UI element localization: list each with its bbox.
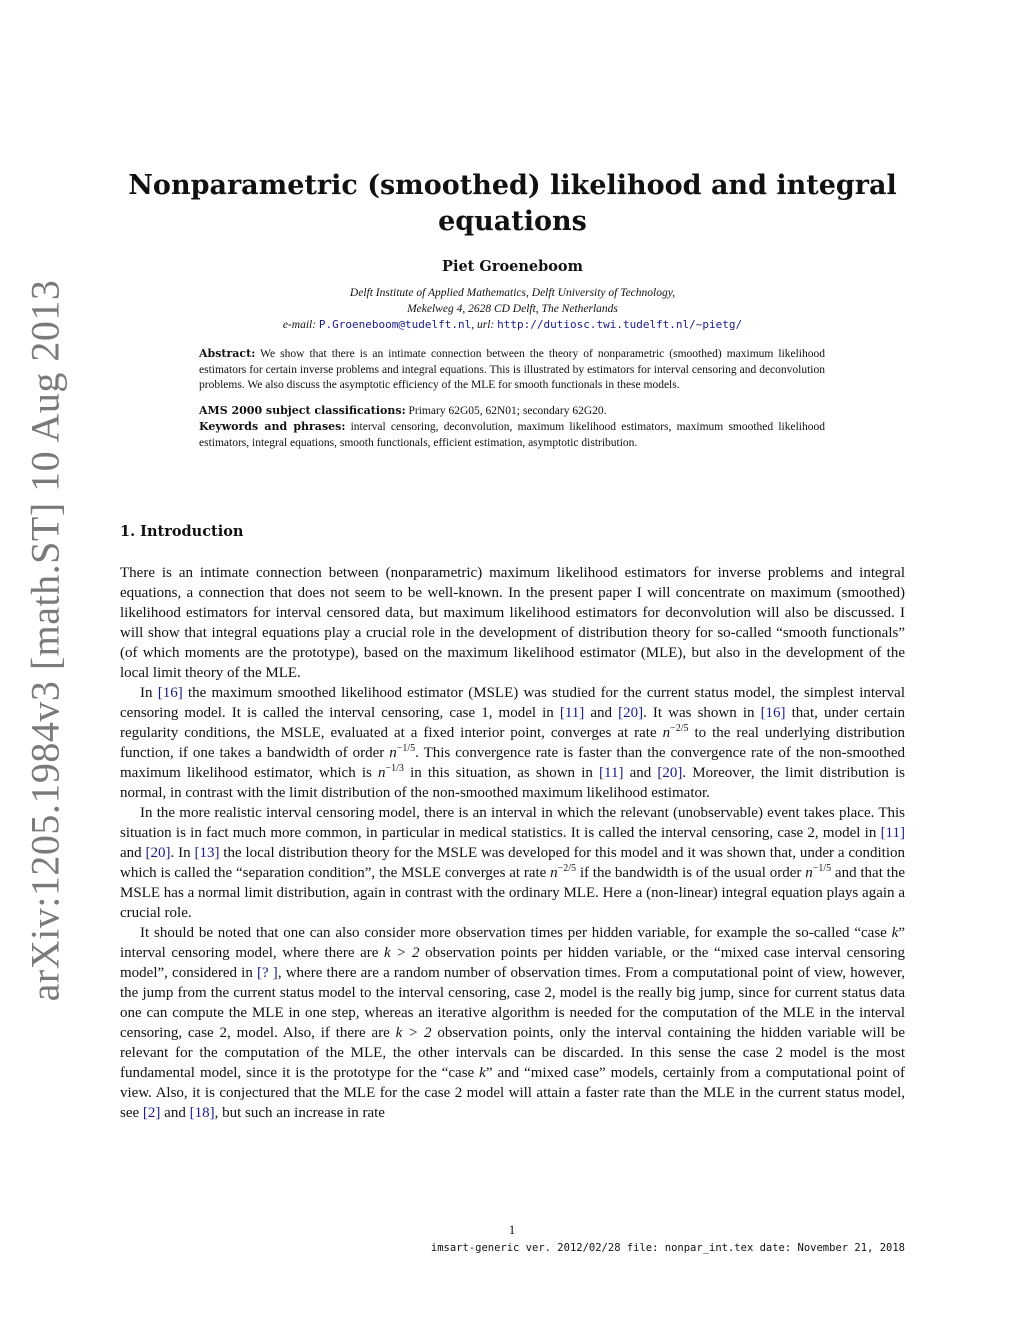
contact-line	[120, 317, 905, 334]
page-number: 1	[508, 1222, 516, 1237]
math-variable: k	[479, 1065, 486, 1081]
citation-link[interactable]: [11]	[880, 825, 905, 841]
paragraph-4: It should be noted that one can also consider more observation times per hidden variable, for example the so-called “case k” interval censoring model, where there are k > 2 observation points per hidden variable, or the “mixed case interval censoring model”, considered in [? ], where there are a random number of observation times. From a computational point of view, however, the jump from the current status model to the interval censoring, case 2, model is the really big jump, since for current status data one can compute the MLE in one step, whereas an iterative algorithm is needed for the computation of the MLE in the interval censoring, case 2, model. Also, if there are k > 2 observation points, only the interval containing the hidden variable will be relevant for the computation of the MLE, the other intervals can be discarded. In this sense the case 2 model is the most fundamental model, since it is the prototype for the “case k” and “mixed case” models, certainly from a computational point of view. Also, it is conjectured that the MLE for the case 2 model will attain a faster rate than the MLE in the current status model, see [2] and [18], but such an increase in rate	[120, 925, 905, 1121]
abstract-label: Abstract:	[199, 347, 256, 360]
citation-link[interactable]: [18]	[189, 1105, 215, 1121]
body-text	[120, 563, 905, 1123]
citation-link[interactable]: [? ]	[257, 965, 278, 981]
paragraph-1: There is an intimate connection between (nonparametric) maximum likelihood estimators for inverse problems and integral equations, a connection that does not seem to be well-known. In the present paper I will concentrate on maximum (smoothed) likelihood estimators for interval censored data, but maximum likelihood estimators for deconvolution will also be discussed. I will show that integral equations play a crucial role in the development of distribution theory for so-called “smooth functionals” (of which moments are the prototype), based on the maximum likelihood estimator (MLE), but also in the development of the local limit theory of the MLE.	[120, 565, 905, 681]
affiliation-line-2: Mekelweg 4, 2628 CD Delft, The Netherlands	[407, 302, 618, 315]
math-exponent: −1/3	[385, 763, 404, 774]
affiliation-block	[120, 286, 905, 334]
keywords	[199, 419, 825, 451]
math-expression: k > 2	[384, 945, 420, 961]
footer-metadata: imsart-generic ver. 2012/02/28 file: nonpar_int.tex date: November 21, 2018	[430, 1242, 905, 1254]
math-exponent: −1/5	[396, 743, 416, 754]
math-exponent: −1/5	[812, 863, 832, 874]
math-exponent: −2/5	[670, 723, 689, 734]
keywords-text: interval censoring, deconvolution, maximum likelihood estimators, maximum smoothed likelihood estimators, integral equations, smooth functionals, efficient estimation, asymptotic distribution.	[199, 421, 825, 449]
citation-link[interactable]: [16]	[157, 685, 183, 701]
paragraph-2: In [16] the maximum smoothed likelihood estimator (MSLE) was studied for the current status model, the simplest interval censoring model. It is called the interval censoring, case 1, model in [11] and [20]. It was shown in [16] that, under certain regularity conditions, the MSLE, evaluated at a fixed interior point, converges at rate $n^{-2/5}$ to the real underlying distribution function, if one takes a bandwidth of order $n^{-1/5}$. This convergence rate is faster than the convergence rate of the non-smoothed maximum likelihood estimator, which is $n^{-1/3}$ in this situation, as shown in [11] and [20]. Moreover, the limit distribution is normal, in contrast with the limit distribution of the non-smoothed maximum likelihood estimator.	[120, 685, 906, 801]
url-label: url:	[477, 319, 495, 331]
abstract-block	[199, 346, 825, 451]
affiliation-line-1: Delft Institute of Applied Mathematics, Delft University of Technology,	[349, 287, 676, 299]
citation-link[interactable]: [13]	[194, 845, 220, 861]
arxiv-identifier[interactable]: arXiv:1205.1984v3 [math.ST] 10 Aug 2013	[22, 279, 68, 1001]
citation-link[interactable]: [11]	[599, 765, 624, 781]
keywords-label: Keywords and phrases:	[199, 420, 346, 433]
math-variable: n	[662, 725, 671, 741]
email-link[interactable]: P.Groeneboom@tudelft.nl	[318, 318, 472, 331]
citation-link[interactable]: [20]	[657, 765, 683, 781]
abstract-text: We show that there is an intimate connection between the theory of nonparametric (smoothed) maximum likelihood estimators for certain inverse problems and integral equations. This is illustrated by estimators for interval censoring and deconvolution problems. We also discuss the asymptotic efficiency of the MLE for smooth functionals in these models.	[199, 348, 826, 391]
citation-link[interactable]: [16]	[760, 705, 786, 721]
math-variable: n	[378, 765, 386, 781]
arxiv-side-stamp	[10, 279, 80, 1001]
ams-label: AMS 2000 subject classifications:	[199, 403, 406, 417]
citation-link[interactable]: [20]	[145, 845, 171, 861]
paper-title: Nonparametric (smoothed) likelihood and integral equations	[128, 170, 897, 237]
citation-link[interactable]: [2]	[142, 1105, 161, 1121]
math-variable: k	[891, 925, 899, 941]
math-variable: n	[389, 745, 397, 761]
homepage-link[interactable]: http://dutiosc.twi.tudelft.nl/~pietg/	[497, 318, 743, 331]
citation-link[interactable]: [20]	[618, 705, 644, 721]
math-exponent: −2/5	[557, 863, 577, 874]
section-heading: 1. Introduction	[120, 523, 244, 540]
author-name: Piet Groeneboom	[442, 258, 583, 275]
math-variable: n	[550, 865, 558, 881]
citation-link[interactable]: [11]	[559, 705, 585, 721]
comma-separator: ,	[471, 319, 477, 331]
email-label: e-mail:	[282, 319, 317, 331]
paragraph-3: In the more realistic interval censoring model, there is an interval in which the relevant (unobservable) event takes place. This situation is in fact much more common, in particular in medical statistics. It is called the interval censoring, case 2, model in [11] and [20]. In [13] the local distribution theory for the MSLE was developed for this model and it was shown that, under a condition which is called the “separation condition”, the MSLE converges at rate $n^{-2/5}$ if the bandwidth is of the usual order $n^{-1/5}$ and that the MSLE has a normal limit distribution, again in contrast with the ordinary MLE. Here a (non-linear) integral equation plays again a crucial role.	[120, 805, 905, 921]
abstract	[199, 346, 825, 394]
math-variable: n	[805, 865, 813, 881]
ams-classification	[199, 403, 825, 420]
math-expression: k > 2	[395, 1025, 432, 1041]
ams-text: Primary 62G05, 62N01; secondary 62G20.	[408, 404, 607, 417]
